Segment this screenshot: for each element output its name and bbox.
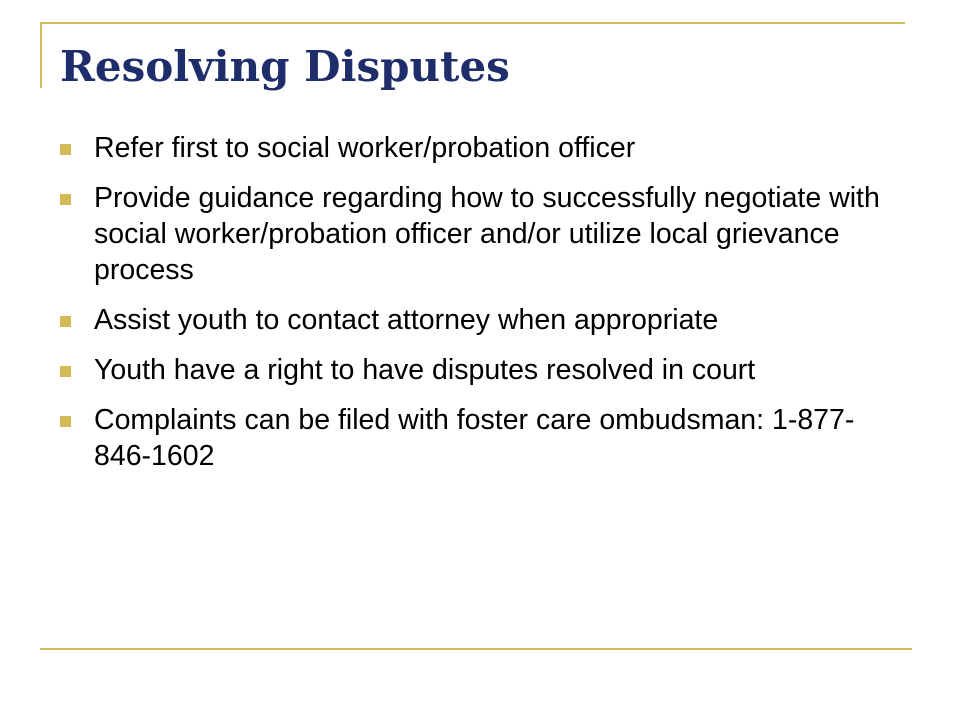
left-rule	[40, 22, 42, 88]
slide-title: Resolving Disputes	[60, 42, 510, 91]
bullet-item	[58, 130, 908, 166]
bullet-list	[58, 130, 908, 488]
square-bullet-icon	[60, 416, 71, 427]
bullet-item	[58, 402, 908, 474]
square-bullet-icon	[60, 194, 71, 205]
bullet-item	[58, 180, 908, 288]
bullet-text: Youth have a right to have disputes resolved in court	[94, 354, 756, 386]
square-bullet-icon	[60, 144, 71, 155]
bottom-rule	[40, 648, 912, 650]
bullet-text: Provide guidance regarding how to successfully negotiate with social worker/probation officer and/or utilize local grievance process	[94, 182, 880, 286]
bullet-text: Assist youth to contact attorney when appropriate	[94, 304, 719, 336]
bullet-item	[58, 302, 908, 338]
bullet-text: Complaints can be filed with foster care ombudsman: 1-877-846-1602	[94, 404, 855, 472]
square-bullet-icon	[60, 366, 71, 377]
top-rule	[40, 22, 905, 24]
bullet-text: Refer first to social worker/probation officer	[94, 132, 636, 164]
bullet-item	[58, 352, 908, 388]
square-bullet-icon	[60, 316, 71, 327]
